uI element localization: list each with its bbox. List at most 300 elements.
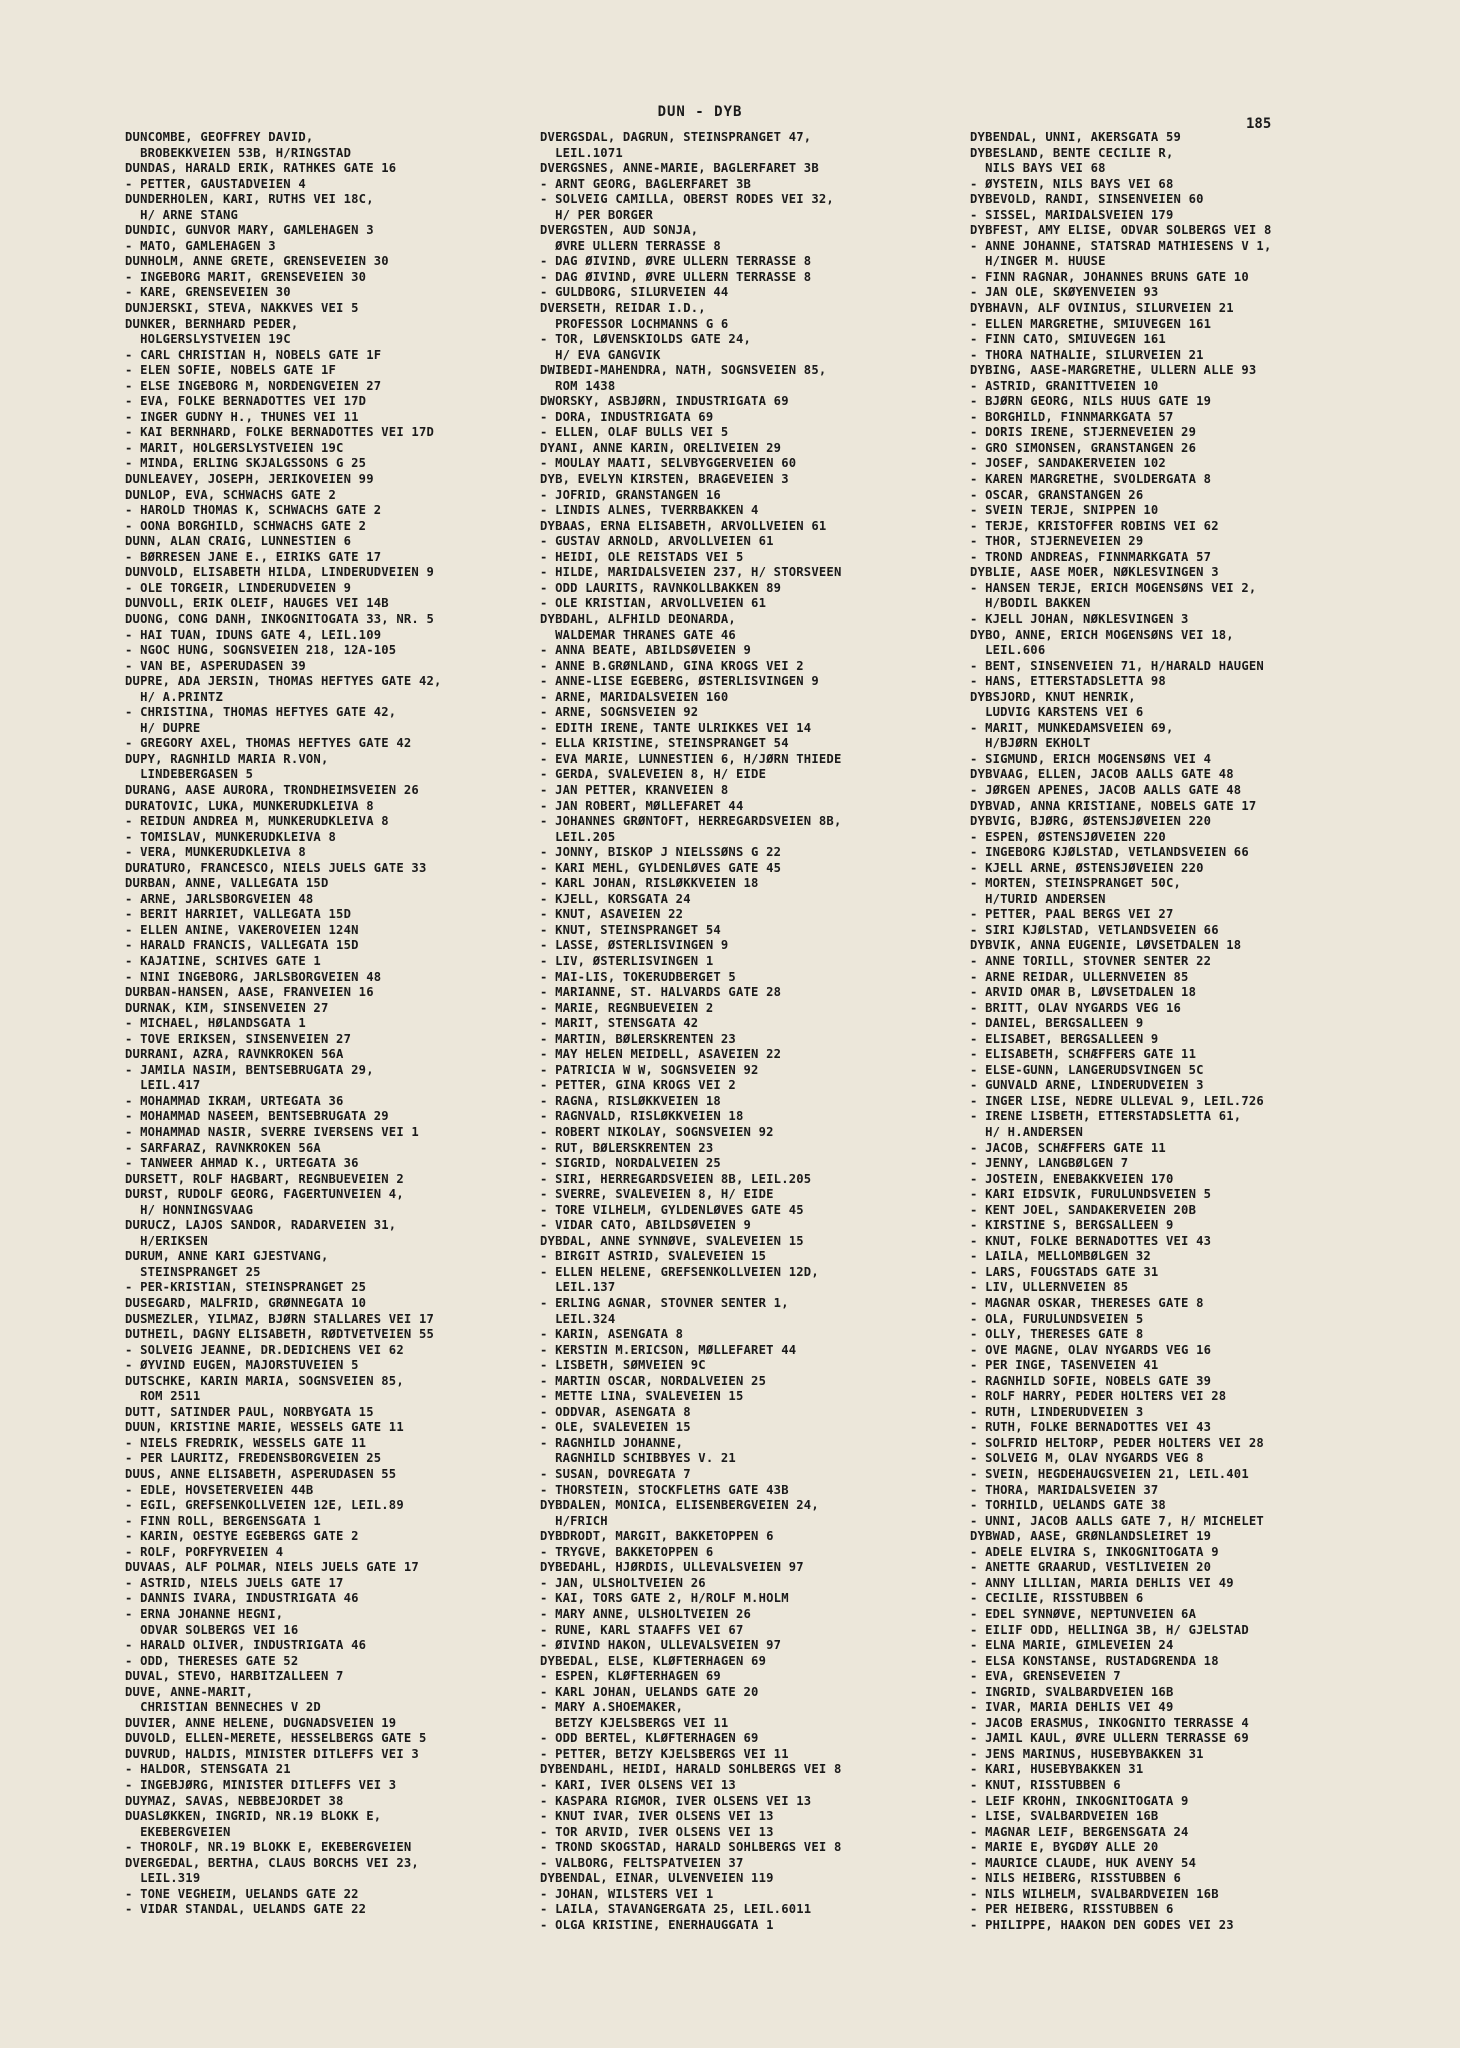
directory-entry: EKEBERGVEIEN — [125, 1824, 231, 1839]
directory-entry: - JAN OLE, SKØYENVEIEN 93 — [970, 285, 1159, 300]
directory-entry: - MARIE E, BYGDØY ALLE 20 — [970, 1840, 1159, 1855]
directory-entry: - PATRICIA W W, SOGNSVEIEN 92 — [540, 1062, 759, 1077]
directory-entry: H/ ARNE STANG — [125, 207, 239, 222]
directory-entry: - MARTIN OSCAR, NORDALVEIEN 25 — [540, 1373, 767, 1388]
directory-entry: - REIDUN ANDREA M, MUNKERUDKLEIVA 8 — [125, 814, 389, 829]
directory-entry: - PER HEIBERG, RISSTUBBEN 6 — [970, 1902, 1174, 1917]
directory-entry: - PETTER, GINA KROGS VEI 2 — [540, 1078, 736, 1093]
directory-entry: LEIL.319 — [125, 1871, 201, 1886]
directory-entry: - RAGNHILD SOFIE, NOBELS GATE 39 — [970, 1373, 1212, 1388]
directory-entry: - MAY HELEN MEIDELL, ASAVEIEN 22 — [540, 1047, 782, 1062]
directory-entry: - MOHAMMAD IKRAM, URTEGATA 36 — [125, 1093, 344, 1108]
directory-entry: - OLE TORGEIR, LINDERUDVEIEN 9 — [125, 580, 352, 595]
directory-entry: H/FRICH — [540, 1513, 608, 1528]
directory-entry: - DORA, INDUSTRIGATA 69 — [540, 409, 714, 424]
directory-entry: - KENT JOEL, SANDAKERVEIEN 20B — [970, 1202, 1197, 1217]
directory-entry: DURUM, ANNE KARI GJESTVANG, — [125, 1249, 329, 1264]
directory-entry: - VIDAR STANDAL, UELANDS GATE 22 — [125, 1902, 367, 1917]
directory-entry: - THORSTEIN, STOCKFLETHS GATE 43B — [540, 1482, 789, 1497]
directory-entry: - ELLEN HELENE, GREFSENKOLLVEIEN 12D, — [540, 1264, 819, 1279]
directory-entry: - SUSAN, DOVREGATA 7 — [540, 1467, 691, 1482]
directory-entry: DUNLOP, EVA, SCHWACHS GATE 2 — [125, 487, 337, 502]
directory-entry: - TERJE, KRISTOFFER ROBINS VEI 62 — [970, 518, 1219, 533]
directory-entry: - ANETTE GRAARUD, VESTLIVEIEN 20 — [970, 1560, 1212, 1575]
directory-entry: - ANNY LILLIAN, MARIA DEHLIS VEI 49 — [970, 1575, 1234, 1590]
directory-entry: DUSMEZLER, YILMAZ, BJØRN STALLARES VEI 17 — [125, 1311, 435, 1326]
directory-entry: DYBENDAHL, HEIDI, HARALD SOHLBERGS VEI 8 — [540, 1762, 842, 1777]
directory-entry: - ELLEN ANINE, VAKEROVEIEN 124N — [125, 922, 359, 937]
directory-entry: - CHRISTINA, THOMAS HEFTYES GATE 42, — [125, 705, 397, 720]
directory-entry: NILS BAYS VEI 68 — [970, 161, 1106, 176]
directory-entry: - ELLEN MARGRETHE, SMIUVEGEN 161 — [970, 316, 1212, 331]
directory-entry: DURATOVIC, LUKA, MUNKERUDKLEIVA 8 — [125, 798, 374, 813]
directory-entry: ØVRE ULLERN TERRASSE 8 — [540, 238, 721, 253]
directory-entry: - ARNE, MARIDALSVEIEN 160 — [540, 689, 729, 704]
directory-entry: DUNCOMBE, GEOFFREY DAVID, — [125, 130, 314, 144]
directory-entry: H/TURID ANDERSEN — [970, 891, 1106, 906]
directory-entry: - ODDVAR, ASENGATA 8 — [540, 1404, 691, 1419]
directory-entry: - BORGHILD, FINNMARKGATA 57 — [970, 409, 1174, 424]
directory-entry: - KARI MEHL, GYLDENLØVES GATE 45 — [540, 860, 782, 875]
directory-entry: DYBDAHL, ALFHILD DEONARDA, — [540, 611, 736, 626]
directory-entry: DUVE, ANNE-MARIT, — [125, 1684, 254, 1699]
directory-entry: BROBEKKVEIEN 53B, H/RINGSTAD — [125, 145, 352, 160]
directory-entry: DUVAL, STEVO, HARBITZALLEEN 7 — [125, 1669, 344, 1684]
directory-entry: - JENS MARINUS, HUSEBYBAKKEN 31 — [970, 1746, 1204, 1761]
directory-entry: - IVAR, MARIA DEHLIS VEI 49 — [970, 1700, 1174, 1715]
directory-entry: DYBENDAL, EINAR, ULVENVEIEN 119 — [540, 1871, 774, 1886]
directory-entry: DYBLIE, AASE MOER, NØKLESVINGEN 3 — [970, 565, 1219, 580]
directory-entry: - RUT, BØLERSKRENTEN 23 — [540, 1140, 714, 1155]
directory-entry: - RAGNVALD, RISLØKKVEIEN 18 — [540, 1109, 744, 1124]
directory-entry: - JOFRID, GRANSTANGEN 16 — [540, 487, 721, 502]
directory-entry: - INGEBORG KJØLSTAD, VETLANDSVEIEN 66 — [970, 845, 1249, 860]
directory-entry: H/ EVA GANGVIK — [540, 347, 661, 362]
directory-entry: - BØRRESEN JANE E., EIRIKS GATE 17 — [125, 549, 382, 564]
directory-entry: - ROLF HARRY, PEDER HOLTERS VEI 28 — [970, 1389, 1227, 1404]
directory-entry: - SVEIN TERJE, SNIPPEN 10 — [970, 503, 1159, 518]
directory-entry: DVERGSDAL, DAGRUN, STEINSPRANGET 47, — [540, 130, 812, 144]
directory-entry: - KNUT, FOLKE BERNADOTTES VEI 43 — [970, 1233, 1212, 1248]
directory-entry: - ODD LAURITS, RAVNKOLLBAKKEN 89 — [540, 580, 782, 595]
directory-entry: DUNJERSKI, STEVA, NAKKVES VEI 5 — [125, 301, 359, 316]
directory-entry: - MOHAMMAD NASIR, SVERRE IVERSENS VEI 1 — [125, 1125, 419, 1139]
directory-entry: - THOROLF, NR.19 BLOKK E, EKEBERGVEIEN — [125, 1840, 412, 1855]
directory-entry: - HANS, ETTERSTADSLETTA 98 — [970, 674, 1166, 689]
directory-entry: - HARALD FRANCIS, VALLEGATA 15D — [125, 938, 359, 953]
directory-entry: - OVE MAGNE, OLAV NYGARDS VEG 16 — [970, 1342, 1212, 1357]
directory-entry: DUNN, ALAN CRAIG, LUNNESTIEN 6 — [125, 534, 352, 549]
directory-entry: - FINN RAGNAR, JOHANNES BRUNS GATE 10 — [970, 269, 1249, 284]
directory-entry: - JOSTEIN, ENEBAKKVEIEN 170 — [970, 1171, 1174, 1186]
directory-entry: - ROBERT NIKOLAY, SOGNSVEIEN 92 — [540, 1125, 774, 1139]
directory-entry: DYBWAD, AASE, GRØNLANDSLEIRET 19 — [970, 1529, 1212, 1544]
directory-entry: LEIL.1071 — [540, 145, 623, 160]
directory-entry: - MARTIN, BØLERSKRENTEN 23 — [540, 1031, 736, 1046]
directory-entry: - HALDOR, STENSGATA 21 — [125, 1762, 291, 1777]
directory-entry: - TORHILD, UELANDS GATE 38 — [970, 1498, 1166, 1513]
directory-entry: DUNHOLM, ANNE GRETE, GRENSEVEIEN 30 — [125, 254, 389, 269]
directory-entry: H/ HONNINGSVAAG — [125, 1202, 254, 1217]
directory-entry: - ANNE TORILL, STOVNER SENTER 22 — [970, 953, 1212, 968]
directory-entry: - RUNE, KARL STAAFFS VEI 67 — [540, 1622, 744, 1637]
directory-entry: - KARE, GRENSEVEIEN 30 — [125, 285, 291, 300]
directory-entry: DYBAAS, ERNA ELISABETH, ARVOLLVEIEN 61 — [540, 518, 827, 533]
directory-entry: - LIV, ØSTERLISVINGEN 1 — [540, 953, 714, 968]
directory-entry: - TANWEER AHMAD K., URTEGATA 36 — [125, 1156, 359, 1171]
directory-entry: DYBDAL, ANNE SYNNØVE, SVALEVEIEN 15 — [540, 1233, 804, 1248]
directory-entry: - DAG ØIVIND, ØVRE ULLERN TERRASSE 8 — [540, 269, 812, 284]
directory-entry: - LISE, SVALBARDVEIEN 16B — [970, 1809, 1159, 1824]
directory-entry: DUNDERHOLEN, KARI, RUTHS VEI 18C, — [125, 192, 374, 207]
directory-entry: - JAMILA NASIM, BENTSEBRUGATA 29, — [125, 1062, 374, 1077]
directory-entry: - ELEN SOFIE, NOBELS GATE 1F — [125, 363, 337, 378]
directory-entry: DWORSKY, ASBJØRN, INDUSTRIGATA 69 — [540, 394, 789, 409]
directory-entry: H/INGER M. HUUSE — [970, 254, 1106, 269]
page-number: 185 — [1246, 116, 1272, 132]
directory-entry: - ELSE INGEBORG M, NORDENGVEIEN 27 — [125, 378, 382, 393]
directory-entry: - METTE LINA, SVALEVEIEN 15 — [540, 1389, 744, 1404]
directory-entry: DUPY, RAGNHILD MARIA R.VON, — [125, 751, 329, 766]
directory-entry: - EDLE, HOVSETERVEIEN 44B — [125, 1482, 314, 1497]
directory-entry: DUUN, KRISTINE MARIE, WESSELS GATE 11 — [125, 1420, 404, 1435]
directory-entry: DYANI, ANNE KARIN, ORELIVEIEN 29 — [540, 440, 782, 455]
directory-entry: - TOVE ERIKSEN, SINSENVEIEN 27 — [125, 1031, 352, 1046]
directory-entry: DUVIER, ANNE HELENE, DUGNADSVEIEN 19 — [125, 1715, 397, 1730]
directory-entry: - JACOB ERASMUS, INKOGNITO TERRASSE 4 — [970, 1715, 1249, 1730]
directory-entry: - KNUT, ASAVEIEN 22 — [540, 907, 684, 922]
directory-entry: LEIL.606 — [970, 643, 1046, 658]
directory-entry: - OLE KRISTIAN, ARVOLLVEIEN 61 — [540, 596, 767, 611]
directory-entry: LINDEBERGASEN 5 — [125, 767, 254, 782]
directory-entry: - MATO, GAMLEHAGEN 3 — [125, 238, 276, 253]
directory-entry: - MOHAMMAD NASEEM, BENTSEBRUGATA 29 — [125, 1109, 389, 1124]
directory-entry: H/ A.PRINTZ — [125, 689, 223, 704]
directory-entry: - HILDE, MARIDALSVEIEN 237, H/ STORSVEEN — [540, 565, 842, 580]
directory-entry: - ESPEN, ØSTENSJØVEIEN 220 — [970, 829, 1166, 844]
directory-entry: - EILIF ODD, HELLINGA 3B, H/ GJELSTAD — [970, 1622, 1249, 1637]
directory-entry: - ØYSTEIN, NILS BAYS VEI 68 — [970, 176, 1174, 191]
directory-entry: - JAMIL KAUL, ØVRE ULLERN TERRASSE 69 — [970, 1731, 1249, 1746]
directory-entry: - JØRGEN APENES, JACOB AALLS GATE 48 — [970, 782, 1242, 797]
directory-entry: - SOLFRID HELTORP, PEDER HOLTERS VEI 28 — [970, 1435, 1264, 1450]
column-2 — [540, 130, 980, 1933]
directory-entry: - MARY ANNE, ULSHOLTVEIEN 26 — [540, 1606, 752, 1621]
directory-entry: PROFESSOR LOCHMANNS G 6 — [540, 316, 729, 331]
directory-entry: - LASSE, ØSTERLISVINGEN 9 — [540, 938, 729, 953]
directory-entry: DURRANI, AZRA, RAVNKROKEN 56A — [125, 1047, 344, 1062]
directory-entry: DYBHAVN, ALF OVINIUS, SILURVEIEN 21 — [970, 301, 1234, 316]
directory-entry: DUNKER, BERNHARD PEDER, — [125, 316, 299, 331]
directory-entry: - RAGNA, RISLØKKVEIEN 18 — [540, 1093, 721, 1108]
directory-entry: - LINDIS ALNES, TVERRBAKKEN 4 — [540, 503, 759, 518]
directory-entry: DYBESLAND, BENTE CECILIE R, — [970, 145, 1174, 160]
directory-entry: - NINI INGEBORG, JARLSBORGVEIEN 48 — [125, 969, 382, 984]
directory-entry: - INGER GUDNY H., THUNES VEI 11 — [125, 409, 359, 424]
directory-entry: - NIELS FREDRIK, WESSELS GATE 11 — [125, 1435, 367, 1450]
directory-entry: - THORA NATHALIE, SILURVEIEN 21 — [970, 347, 1204, 362]
directory-entry: - MARIE, REGNBUEVEIEN 2 — [540, 1000, 714, 1015]
directory-entry: DVERGSNES, ANNE-MARIE, BAGLERFARET 3B — [540, 161, 819, 176]
directory-entry: DYB, EVELYN KIRSTEN, BRAGEVEIEN 3 — [540, 472, 789, 487]
directory-entry: - KNUT IVAR, IVER OLSENS VEI 13 — [540, 1809, 774, 1824]
directory-entry: - SARFARAZ, RAVNKROKEN 56A — [125, 1140, 321, 1155]
directory-entry: - SOLVEIG JEANNE, DR.DEDICHENS VEI 62 — [125, 1342, 404, 1357]
directory-entry: - LARS, FOUGSTADS GATE 31 — [970, 1264, 1159, 1279]
directory-entry: - ELSA KONSTANSE, RUSTADGRENDA 18 — [970, 1653, 1219, 1668]
directory-entry: - GUSTAV ARNOLD, ARVOLLVEIEN 61 — [540, 534, 774, 549]
directory-entry: - ØIVIND HAKON, ULLEVALSVEIEN 97 — [540, 1638, 782, 1653]
directory-entry: DVERGSTEN, AUD SONJA, — [540, 223, 699, 238]
directory-entry: DYBEVOLD, RANDI, SINSENVEIEN 60 — [970, 192, 1204, 207]
directory-entry: - KIRSTINE S, BERGSALLEEN 9 — [970, 1218, 1174, 1233]
directory-entry: DUTHEIL, DAGNY ELISABETH, RØDTVETVEIEN 55 — [125, 1327, 435, 1342]
directory-entry: - ERLING AGNAR, STOVNER SENTER 1, — [540, 1296, 789, 1311]
directory-entry: H/ H.ANDERSEN — [970, 1125, 1084, 1139]
directory-entry: - OLLY, THERESES GATE 8 — [970, 1327, 1144, 1342]
directory-entry: DUONG, CONG DANH, INKOGNITOGATA 33, NR. 5 — [125, 611, 435, 626]
directory-entry: LUDVIG KARSTENS VEI 6 — [970, 705, 1144, 720]
directory-entry: - KJELL, KORSGATA 24 — [540, 891, 691, 906]
directory-entry: - LEIF KROHN, INKOGNITOGATA 9 — [970, 1793, 1189, 1808]
directory-entry: - VIDAR CATO, ABILDSØVEIEN 9 — [540, 1218, 752, 1233]
directory-entry: - PETTER, BETZY KJELSBERGS VEI 11 — [540, 1746, 789, 1761]
directory-entry: - ROLF, PORFYRVEIEN 4 — [125, 1544, 284, 1559]
directory-entry: DYBVIG, BJØRG, ØSTENSJØVEIEN 220 — [970, 814, 1212, 829]
directory-entry: - ARNE, JARLSBORGVEIEN 48 — [125, 891, 314, 906]
directory-entry: - DAG ØIVIND, ØVRE ULLERN TERRASSE 8 — [540, 254, 812, 269]
directory-entry: - MAURICE CLAUDE, HUK AVENY 54 — [970, 1855, 1197, 1870]
directory-entry: - MICHAEL, HØLANDSGATA 1 — [125, 1016, 306, 1031]
directory-entry: - OONA BORGHILD, SCHWACHS GATE 2 — [125, 518, 367, 533]
directory-entry: DURBAN, ANNE, VALLEGATA 15D — [125, 876, 329, 891]
directory-entry: - BIRGIT ASTRID, SVALEVEIEN 15 — [540, 1249, 767, 1264]
directory-entry: - FINN ROLL, BERGENSGATA 1 — [125, 1513, 321, 1528]
directory-entry: - BJØRN GEORG, NILS HUUS GATE 19 — [970, 394, 1212, 409]
page-header: DUN - DYB — [657, 104, 743, 120]
directory-entry: - INGEBJØRG, MINISTER DITLEFFS VEI 3 — [125, 1777, 397, 1792]
directory-entry: - ANNE-LISE EGEBERG, ØSTERLISVINGEN 9 — [540, 674, 819, 689]
directory-entry: - KJELL ARNE, ØSTENSJØVEIEN 220 — [970, 860, 1204, 875]
directory-entry: DUNVOLL, ERIK OLEIF, HAUGES VEI 14B — [125, 596, 389, 611]
directory-entry: - PETTER, PAAL BERGS VEI 27 — [970, 907, 1174, 922]
directory-entry: - EDITH IRENE, TANTE ULRIKKES VEI 14 — [540, 720, 812, 735]
directory-entry: - IRENE LISBETH, ETTERSTADSLETTA 61, — [970, 1109, 1242, 1124]
directory-entry: - UNNI, JACOB AALLS GATE 7, H/ MICHELET — [970, 1513, 1264, 1528]
directory-entry: - ANNE B.GRØNLAND, GINA KROGS VEI 2 — [540, 658, 804, 673]
directory-entry: - ELLA KRISTINE, STEINSPRANGET 54 — [540, 736, 789, 751]
directory-entry: - NGOC HUNG, SOGNSVEIEN 218, 12A-105 — [125, 643, 397, 658]
directory-entry: - TROND SKOGSTAD, HARALD SOHLBERGS VEI 8 — [540, 1840, 842, 1855]
directory-entry: - ØYVIND EUGEN, MAJORSTUVEIEN 5 — [125, 1358, 359, 1373]
directory-entry: DYBENDAL, UNNI, AKERSGATA 59 — [970, 130, 1182, 144]
directory-entry: CHRISTIAN BENNECHES V 2D — [125, 1700, 321, 1715]
directory-entry: - ARNE REIDAR, ULLERNVEIEN 85 — [970, 969, 1189, 984]
directory-entry: - ARNE, SOGNSVEIEN 92 — [540, 705, 699, 720]
directory-entry: - NILS WILHELM, SVALBARDVEIEN 16B — [970, 1886, 1219, 1901]
directory-entry: - GRO SIMONSEN, GRANSTANGEN 26 — [970, 440, 1197, 455]
directory-entry: - OLA, FURULUNDSVEIEN 5 — [970, 1311, 1144, 1326]
directory-entry: - MAGNAR LEIF, BERGENSGATA 24 — [970, 1824, 1189, 1839]
directory-entry: - MARIT, STENSGATA 42 — [540, 1016, 699, 1031]
directory-entry: - SVEIN, HEGDEHAUGSVEIEN 21, LEIL.401 — [970, 1467, 1249, 1482]
directory-entry: DYBDRODT, MARGIT, BAKKETOPPEN 6 — [540, 1529, 774, 1544]
directory-entry: - HANSEN TERJE, ERICH MOGENSØNS VEI 2, — [970, 580, 1257, 595]
directory-entry: - HEIDI, OLE REISTADS VEI 5 — [540, 549, 744, 564]
directory-entry: DURATURO, FRANCESCO, NIELS JUELS GATE 33 — [125, 860, 427, 875]
directory-entry: - DANNIS IVARA, INDUSTRIGATA 46 — [125, 1591, 359, 1606]
directory-entry: - MINDA, ERLING SKJALGSSONS G 25 — [125, 456, 367, 471]
directory-entry: - SIRI KJØLSTAD, VETLANDSVEIEN 66 — [970, 922, 1219, 937]
directory-entry: DYBDALEN, MONICA, ELISENBERGVEIEN 24, — [540, 1498, 819, 1513]
directory-entry: - MORTEN, STEINSPRANGET 50C, — [970, 876, 1182, 891]
directory-entry: DUTT, SATINDER PAUL, NORBYGATA 15 — [125, 1404, 374, 1419]
directory-entry: - SVERRE, SVALEVEIEN 8, H/ EIDE — [540, 1187, 774, 1202]
directory-entry: - INGRID, SVALBARDVEIEN 16B — [970, 1684, 1174, 1699]
directory-entry: - JAN, ULSHOLTVEIEN 26 — [540, 1575, 706, 1590]
directory-entry: - KARL JOHAN, UELANDS GATE 20 — [540, 1684, 759, 1699]
directory-entry: - KNUT, STEINSPRANGET 54 — [540, 922, 721, 937]
directory-entry: LEIL.205 — [540, 829, 616, 844]
directory-entry: H/ PER BORGER — [540, 207, 654, 222]
directory-entry: - TOMISLAV, MUNKERUDKLEIVA 8 — [125, 829, 337, 844]
directory-entry: - ELSE-GUNN, LANGERUDSVINGEN 5C — [970, 1062, 1204, 1077]
directory-entry: - VERA, MUNKERUDKLEIVA 8 — [125, 845, 306, 860]
directory-entry: H/ERIKSEN — [125, 1233, 208, 1248]
directory-entry: - ARVID OMAR B, LØVSETDALEN 18 — [970, 985, 1197, 1000]
directory-entry: DUASLØKKEN, INGRID, NR.19 BLOKK E, — [125, 1809, 382, 1824]
directory-entry: DURUCZ, LAJOS SANDOR, RADARVEIEN 31, — [125, 1218, 397, 1233]
directory-entry: - THOR, STJERNEVEIEN 29 — [970, 534, 1144, 549]
directory-entry: - EDEL SYNNØVE, NEPTUNVEIEN 6A — [970, 1606, 1197, 1621]
directory-entry: - JAN ROBERT, MØLLEFARET 44 — [540, 798, 744, 813]
directory-entry: - MOULAY MAATI, SELVBYGGERVEIEN 60 — [540, 456, 797, 471]
directory-entry: DYBVAAG, ELLEN, JACOB AALLS GATE 48 — [970, 767, 1234, 782]
directory-entry: - TOR, LØVENSKIOLDS GATE 24, — [540, 332, 752, 347]
directory-entry: - ANNA BEATE, ABILDSØVEIEN 9 — [540, 643, 752, 658]
directory-entry: - LAILA, MELLOMBØLGEN 32 — [970, 1249, 1151, 1264]
directory-entry: - ODD, THERESES GATE 52 — [125, 1653, 299, 1668]
directory-entry: - MAGNAR OSKAR, THERESES GATE 8 — [970, 1296, 1204, 1311]
directory-entry: ROM 1438 — [540, 378, 616, 393]
directory-entry: - ODD BERTEL, KLØFTERHAGEN 69 — [540, 1731, 759, 1746]
directory-entry: DYBEDAL, ELSE, KLØFTERHAGEN 69 — [540, 1653, 767, 1668]
directory-entry: DUTSCHKE, KARIN MARIA, SOGNSVEIEN 85, — [125, 1373, 404, 1388]
directory-entry: DURNAK, KIM, SINSENVEIEN 27 — [125, 1000, 329, 1015]
directory-entry: - BENT, SINSENVEIEN 71, H/HARALD HAUGEN — [970, 658, 1264, 673]
directory-entry: - SIRI, HERREGARDSVEIEN 8B, LEIL.205 — [540, 1171, 812, 1186]
column-1 — [125, 130, 565, 1918]
directory-entry: DUVRUD, HALDIS, MINISTER DITLEFFS VEI 3 — [125, 1746, 419, 1761]
directory-entry: DYBO, ANNE, ERICH MOGENSØNS VEI 18, — [970, 627, 1234, 642]
directory-entry: ODVAR SOLBERGS VEI 16 — [125, 1622, 299, 1637]
directory-entry: DUNDIC, GUNVOR MARY, GAMLEHAGEN 3 — [125, 223, 374, 238]
directory-entry: DUNDAS, HARALD ERIK, RATHKES GATE 16 — [125, 161, 397, 176]
directory-entry: DURBAN-HANSEN, AASE, FRANVEIEN 16 — [125, 985, 374, 1000]
directory-entry: - TOR ARVID, IVER OLSENS VEI 13 — [540, 1824, 774, 1839]
directory-entry: - VALBORG, FELTSPATVEIEN 37 — [540, 1855, 744, 1870]
directory-entry: DYBEDAHL, HJØRDIS, ULLEVALSVEIEN 97 — [540, 1560, 804, 1575]
directory-entry: - ESPEN, KLØFTERHAGEN 69 — [540, 1669, 721, 1684]
directory-entry: - JENNY, LANGBØLGEN 7 — [970, 1156, 1129, 1171]
directory-entry: - TORE VILHELM, GYLDENLØVES GATE 45 — [540, 1202, 804, 1217]
directory-entry: DURANG, AASE AURORA, TRONDHEIMSVEIEN 26 — [125, 782, 419, 797]
directory-entry: - KASPARA RIGMOR, IVER OLSENS VEI 13 — [540, 1793, 812, 1808]
directory-entry: - MARY A.SHOEMAKER, — [540, 1700, 684, 1715]
directory-entry: H/ DUPRE — [125, 720, 201, 735]
directory-entry: - KJELL JOHAN, NØKLESVINGEN 3 — [970, 611, 1189, 626]
directory-entry: - EGIL, GREFSENKOLLVEIEN 12E, LEIL.89 — [125, 1498, 404, 1513]
directory-entry: - ANNE JOHANNE, STATSRAD MATHIESENS V 1, — [970, 238, 1272, 253]
directory-entry: - SIGRID, NORDALVEIEN 25 — [540, 1156, 721, 1171]
directory-entry: - JOHANNES GRØNTOFT, HERREGARDSVEIEN 8B, — [540, 814, 842, 829]
directory-entry: - INGER LISE, NEDRE ULLEVAL 9, LEIL.726 — [970, 1093, 1264, 1108]
directory-entry: - TROND ANDREAS, FINNMARKGATA 57 — [970, 549, 1212, 564]
directory-entry: - RUTH, FOLKE BERNADOTTES VEI 43 — [970, 1420, 1212, 1435]
directory-entry: - JAN PETTER, KRANVEIEN 8 — [540, 782, 729, 797]
directory-entry: - ASTRID, NIELS JUELS GATE 17 — [125, 1575, 344, 1590]
directory-entry: - INGEBORG MARIT, GRENSEVEIEN 30 — [125, 269, 367, 284]
directory-entry: - HAROLD THOMAS K, SCHWACHS GATE 2 — [125, 503, 382, 518]
directory-entry: - JONNY, BISKOP J NIELSSØNS G 22 — [540, 845, 782, 860]
directory-entry: - TONE VEGHEIM, UELANDS GATE 22 — [125, 1886, 359, 1901]
directory-entry: HOLGERSLYSTVEIEN 19C — [125, 332, 291, 347]
directory-entry: DUVAAS, ALF POLMAR, NIELS JUELS GATE 17 — [125, 1560, 419, 1575]
directory-entry: - CARL CHRISTIAN H, NOBELS GATE 1F — [125, 347, 382, 362]
directory-entry: - GREGORY AXEL, THOMAS HEFTYES GATE 42 — [125, 736, 412, 751]
directory-entry: DUVOLD, ELLEN-MERETE, HESSELBERGS GATE 5 — [125, 1731, 427, 1746]
directory-entry: - GULDBORG, SILURVEIEN 44 — [540, 285, 729, 300]
directory-entry: LEIL.417 — [125, 1078, 201, 1093]
directory-entry: DUUS, ANNE ELISABETH, ASPERUDASEN 55 — [125, 1467, 397, 1482]
directory-entry: - RAGNHILD JOHANNE, — [540, 1435, 684, 1450]
directory-entry: - BRITT, OLAV NYGARDS VEG 16 — [970, 1000, 1182, 1015]
directory-entry: LEIL.324 — [540, 1311, 616, 1326]
directory-entry: - HAI TUAN, IDUNS GATE 4, LEIL.109 — [125, 627, 382, 642]
directory-entry: DURSETT, ROLF HAGBART, REGNBUEVEIEN 2 — [125, 1171, 404, 1186]
directory-entry: - KARI, IVER OLSENS VEI 13 — [540, 1777, 736, 1792]
directory-entry: DUYMAZ, SAVAS, NEBBEJORDET 38 — [125, 1793, 344, 1808]
directory-entry: DUSEGARD, MALFRID, GRØNNEGATA 10 — [125, 1296, 367, 1311]
directory-entry: DVERSETH, REIDAR I.D., — [540, 301, 706, 316]
directory-entry: - NILS HEIBERG, RISSTUBBEN 6 — [970, 1871, 1182, 1886]
directory-entry: - VAN BE, ASPERUDASEN 39 — [125, 658, 306, 673]
directory-entry: - MARIT, MUNKEDAMSVEIEN 69, — [970, 720, 1174, 735]
directory-entry: - TRYGVE, BAKKETOPPEN 6 — [540, 1544, 714, 1559]
directory-entry: - ELISABETH, SCHÆFFERS GATE 11 — [970, 1047, 1197, 1062]
directory-entry: - EVA MARIE, LUNNESTIEN 6, H/JØRN THIEDE — [540, 751, 842, 766]
directory-entry: - OLE, SVALEVEIEN 15 — [540, 1420, 691, 1435]
directory-entry: - SIGMUND, ERICH MOGENSØNS VEI 4 — [970, 751, 1212, 766]
directory-entry: - KAI BERNHARD, FOLKE BERNADOTTES VEI 17D — [125, 425, 435, 440]
directory-entry: - KAREN MARGRETHE, SVOLDERGATA 8 — [970, 472, 1212, 487]
column-3 — [970, 130, 1410, 1933]
directory-entry: - ELISABET, BERGSALLEEN 9 — [970, 1031, 1159, 1046]
directory-entry: DYBVAD, ANNA KRISTIANE, NOBELS GATE 17 — [970, 798, 1257, 813]
directory-entry: - GUNVALD ARNE, LINDERUDVEIEN 3 — [970, 1078, 1204, 1093]
directory-entry: - ADELE ELVIRA S, INKOGNITOGATA 9 — [970, 1544, 1219, 1559]
directory-entry: - LAILA, STAVANGERGATA 25, LEIL.6011 — [540, 1902, 812, 1917]
directory-entry: - KARL JOHAN, RISLØKKVEIEN 18 — [540, 876, 759, 891]
directory-entry: - FINN CATO, SMIUVEGEN 161 — [970, 332, 1166, 347]
directory-entry: - PHILIPPE, HAAKON DEN GODES VEI 23 — [970, 1917, 1234, 1932]
directory-entry: ROM 2511 — [125, 1389, 201, 1404]
directory-entry: - OSCAR, GRANSTANGEN 26 — [970, 487, 1144, 502]
directory-entry: WALDEMAR THRANES GATE 46 — [540, 627, 736, 642]
directory-entry: - BERIT HARRIET, VALLEGATA 15D — [125, 907, 352, 922]
directory-entry: - LIV, ULLERNVEIEN 85 — [970, 1280, 1129, 1295]
directory-entry: - CECILIE, RISSTUBBEN 6 — [970, 1591, 1144, 1606]
